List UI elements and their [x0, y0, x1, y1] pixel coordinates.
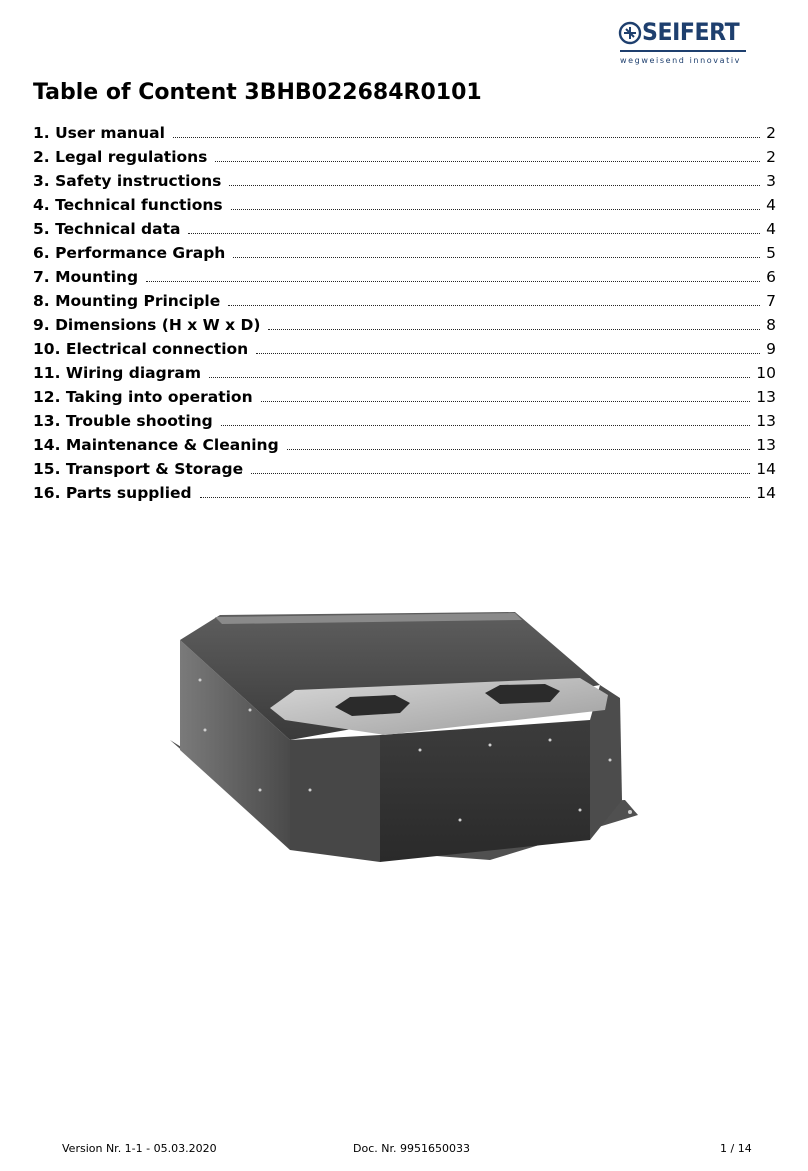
table-of-contents — [33, 124, 776, 508]
logo-wordmark: SEIFERT — [642, 18, 740, 46]
toc-label: 2. Legal regulations — [33, 148, 208, 166]
toc-page-number: 9 — [766, 340, 776, 358]
toc-entry-technical-data[interactable] — [33, 220, 776, 244]
toc-label: 9. Dimensions (H x W x D) — [33, 316, 261, 334]
toc-leader — [229, 184, 760, 186]
seifert-logo-icon — [618, 20, 644, 46]
toc-leader — [268, 328, 760, 330]
toc-entry-trouble-shooting[interactable] — [33, 412, 776, 436]
toc-leader — [209, 376, 750, 378]
toc-entry-taking-into-operation[interactable] — [33, 388, 776, 412]
toc-leader — [228, 304, 760, 306]
toc-label: 4. Technical functions — [33, 196, 223, 214]
toc-leader — [261, 400, 751, 402]
toc-label: 13. Trouble shooting — [33, 412, 213, 430]
logo-tagline: wegweisend innovativ — [620, 56, 741, 65]
footer-doc-number: Doc. Nr. 9951650033 — [353, 1142, 470, 1155]
toc-page-number: 2 — [766, 124, 776, 142]
toc-label: 5. Technical data — [33, 220, 181, 238]
toc-page-number: 5 — [766, 244, 776, 262]
toc-leader — [188, 232, 760, 234]
toc-label: 1. User manual — [33, 124, 165, 142]
toc-entry-mounting[interactable] — [33, 268, 776, 292]
toc-label: 14. Maintenance & Cleaning — [33, 436, 279, 454]
page-title: Table of Content 3BHB022684R0101 — [33, 80, 482, 105]
toc-page-number: 13 — [756, 436, 776, 454]
seifert-logo — [618, 18, 748, 68]
toc-entry-mounting-principle[interactable] — [33, 292, 776, 316]
toc-page-number: 4 — [766, 220, 776, 238]
toc-leader — [233, 256, 760, 258]
toc-page-number: 3 — [766, 172, 776, 190]
toc-page-number: 13 — [756, 388, 776, 406]
toc-page-number: 14 — [756, 484, 776, 502]
toc-page-number: 7 — [766, 292, 776, 310]
toc-entry-maintenance-cleaning[interactable] — [33, 436, 776, 460]
toc-label: 16. Parts supplied — [33, 484, 192, 502]
toc-leader — [173, 136, 760, 138]
toc-page-number: 13 — [756, 412, 776, 430]
logo-rule — [620, 50, 746, 52]
toc-page-number: 6 — [766, 268, 776, 286]
toc-leader — [251, 472, 750, 474]
toc-label: 11. Wiring diagram — [33, 364, 201, 382]
toc-label: 3. Safety instructions — [33, 172, 222, 190]
footer-version: Version Nr. 1-1 - 05.03.2020 — [62, 1142, 217, 1155]
toc-label: 7. Mounting — [33, 268, 139, 286]
toc-entry-electrical-connection[interactable] — [33, 340, 776, 364]
toc-leader — [221, 424, 750, 426]
toc-page-number: 8 — [766, 316, 776, 334]
toc-entry-transport-storage[interactable] — [33, 460, 776, 484]
toc-leader — [200, 496, 751, 498]
toc-page-number: 10 — [756, 364, 776, 382]
toc-page-number: 14 — [756, 460, 776, 478]
toc-entry-wiring-diagram[interactable] — [33, 364, 776, 388]
toc-label: 8. Mounting Principle — [33, 292, 221, 310]
toc-leader — [146, 280, 760, 282]
toc-entry-user-manual[interactable] — [33, 124, 776, 148]
footer-page-number: 1 / 14 — [720, 1142, 752, 1155]
toc-page-number: 4 — [766, 196, 776, 214]
toc-leader — [287, 448, 751, 450]
toc-label: 12. Taking into operation — [33, 388, 253, 406]
toc-page-number: 2 — [766, 148, 776, 166]
toc-entry-safety-instructions[interactable] — [33, 172, 776, 196]
toc-label: 10. Electrical connection — [33, 340, 249, 358]
toc-entry-technical-functions[interactable] — [33, 196, 776, 220]
toc-entry-parts-supplied[interactable] — [33, 484, 776, 508]
toc-leader — [215, 160, 760, 162]
toc-entry-performance-graph[interactable] — [33, 244, 776, 268]
toc-leader — [231, 208, 760, 210]
toc-label: 15. Transport & Storage — [33, 460, 244, 478]
product-image — [160, 560, 650, 870]
toc-label: 6. Performance Graph — [33, 244, 226, 262]
toc-entry-legal-regulations[interactable] — [33, 148, 776, 172]
toc-entry-dimensions[interactable] — [33, 316, 776, 340]
toc-leader — [256, 352, 760, 354]
